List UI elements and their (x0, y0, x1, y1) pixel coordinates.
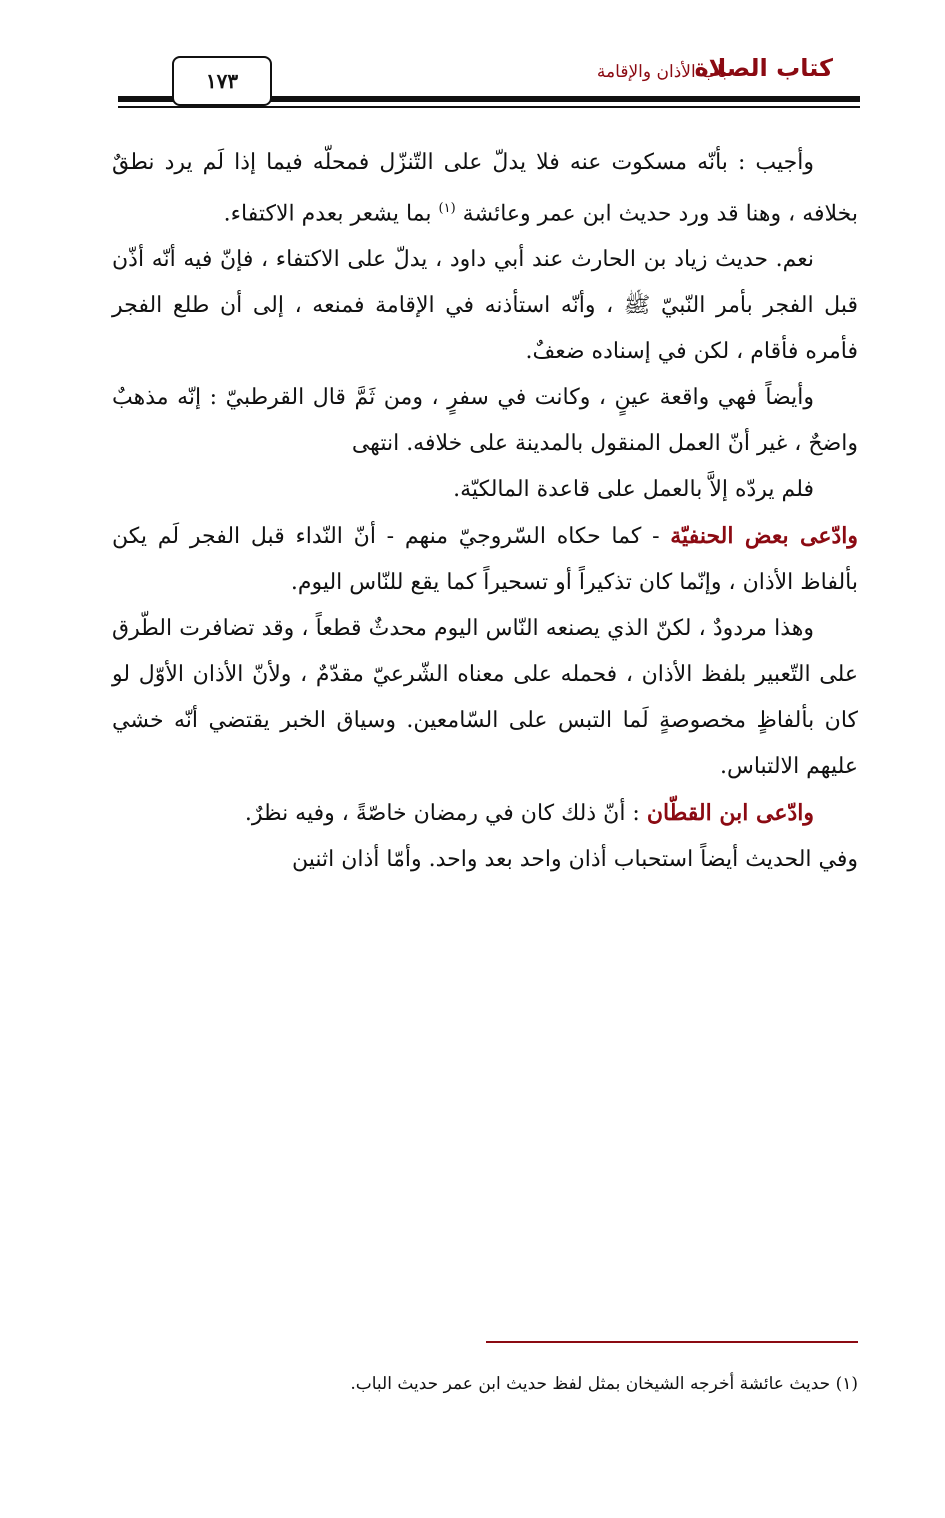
footnote-reference[interactable]: (١) (438, 201, 456, 216)
footnote-1: (١) حديث عائشة أخرجه الشيخان بمثل لفظ حديث ابن عمر حديث الباب. (350, 1374, 858, 1394)
paragraph-6: وهذا مردودٌ ، لكنّ الذي يصنعه النّاس اليوم محدثٌ قطعاً ، وقد تضافرت الطّرق على التّعبير بلفظ الأذان ، فحمله على معناه الشّرعيّ مقدّمٌ ، ولأنّ الأذان الأوّل لو كان بألفاظٍ مخصوصةٍ لَما التبس على السّامعين. وسياق الخبر يقتضي أنّه خشي عليهم الالتباس. (112, 616, 858, 780)
highlighted-lead: وادّعى بعض الحنفيّة (670, 523, 858, 550)
page-number: ١٧٣ (172, 56, 272, 106)
paragraph-7 (112, 790, 858, 837)
paragraph-8: وفي الحديث أيضاً استحباب أذان واحد بعد واحد. وأمّا أذان اثنين (291, 847, 858, 873)
paragraph-4: فلم يردّه إلاَّ بالعمل على قاعدة المالكيّة. (453, 477, 814, 503)
paragraph-text: بما يشعر بعدم الاكتفاء. (223, 201, 432, 227)
main-text (112, 140, 858, 883)
footnote-separator (486, 1341, 858, 1343)
header-rule-thin (118, 106, 860, 108)
paragraph-text: - كما حكاه السّروجيّ منهم - أنّ النّداء قبل الفجر لَم يكن بألفاظ الأذان ، وإنّما كان تذكيراً أو تسحيراً كما يقع للنّاس اليوم. (112, 524, 858, 596)
chapter-title: باب الأذان والإقامة (596, 62, 727, 82)
paragraph-text: وأجيب : بأنّه مسكوت عنه فلا يدلّ على التّنزّل فمحلّه فيما إذا لَم يرد نطقٌ بخلافه ، وهنا قد ورد حديث ابن عمر وعائشة (112, 150, 858, 227)
paragraph-1 (112, 140, 858, 237)
paragraph-3: وأيضاً فهي واقعة عينٍ ، وكانت في سفرٍ ، ومن ثَمَّ قال القرطبيّ : إنّه مذهبٌ واضحٌ ، غير أنّ العمل المنقول بالمدينة على خلافه. انتهى (112, 385, 858, 457)
paragraph-text: : أنّ ذلك كان في رمضان خاصّةً ، وفيه نظرٌ. (244, 801, 647, 827)
paragraph-5 (112, 513, 858, 606)
paragraph-2: نعم. حديث زياد بن الحارث عند أبي داود ، يدلّ على الاكتفاء ، فإنّ فيه أنّه أذّن قبل الفجر بأمر النّبيّ ﷺ ، وأنّه استأذنه في الإقامة فمنعه ، إلى أن طلع الفجر فأمره فأقام ، لكن في إسناده ضعفٌ. (112, 247, 858, 365)
page-header (0, 0, 945, 120)
highlighted-lead: وادّعى ابن القطّان (646, 800, 814, 827)
book-title: كتاب الصلاة (694, 54, 833, 82)
